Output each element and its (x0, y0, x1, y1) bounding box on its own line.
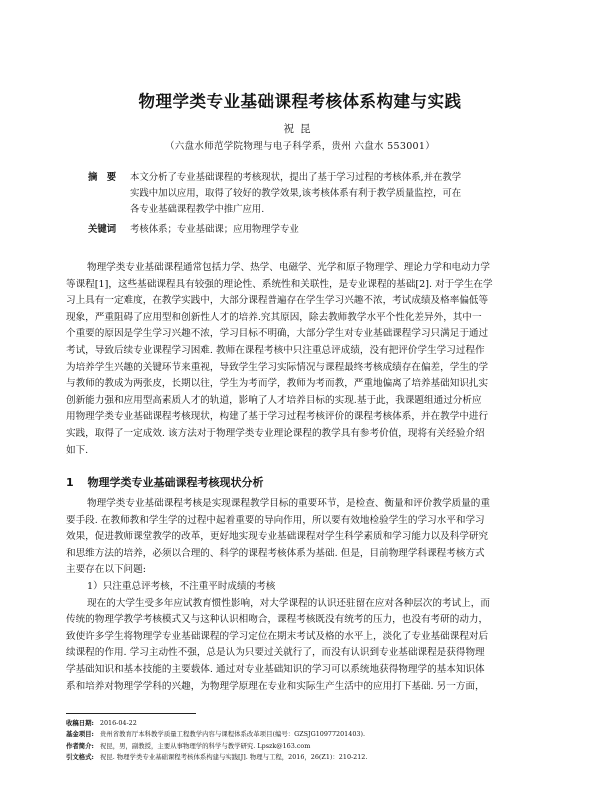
section1-body (66, 496, 546, 695)
text-line: 物理学类专业基础课程考核是实现课程教学目标的重要环节，是检查、衡量和评价教学质量的重 (87, 498, 490, 509)
abstract-line: 各专业基础课程教学中推广应用. (130, 204, 265, 215)
footnote-author-bio (66, 741, 546, 752)
text-line: 效果，促进教师课堂教学的改革，更好地实现专业基础课程对学生科学素质和学习能力以及科学研究 (66, 531, 489, 543)
abstract-label: 摘 要 (88, 172, 117, 183)
text-line: 物理学类专业基础课程通常包括力学、热学、电磁学、光学和原子物理学、理论力学和电动力学 (87, 262, 490, 273)
keywords-label: 关键词 (88, 224, 117, 235)
subheading: 1）只注重总评考核，不注重平时成绩的考核 (87, 580, 276, 592)
footnote-label: 作者简介: (66, 741, 94, 750)
text-line: 和思维方法的培养，必须以合理的、科学的课程考核体系为基础. 但是，目前物理学科课程考核方式 (66, 547, 485, 559)
author-name: 祝昆 (283, 123, 317, 135)
paper-title: 物理学类专业基础课程考核体系构建与实践 (138, 92, 462, 111)
abstract-line: 实践中加以应用，取得了较好的教学效果,该考核体系有利于教学质量监控，可在 (130, 188, 462, 199)
footnote-received (66, 718, 546, 729)
abstract (88, 170, 528, 220)
text-line: 等课程[1]，这些基础课程具有较强的理论性、系统性和关联性，是专业课程的基础[2]. 对于学生在学 (66, 278, 493, 290)
text-line: 为培养学生兴趣的关键环节来重视，导致学生学习实际情况与课程最终考核成绩存在偏差，学生的学 (66, 361, 489, 373)
footnote-label: 基金项目: (66, 730, 94, 739)
text-line: 主要存在以下问题: (66, 564, 146, 576)
footnote-text: 贵州省教育厅本科教学质量工程教学内容与课程体系改革项目(编号：GZSJG10977201403). (99, 730, 365, 739)
section-heading (66, 474, 264, 490)
intro-paragraph (66, 260, 546, 459)
text-line: 续课程的作用. 学习主动性不强，总是认为只要过关就行了，而没有认识到专业基础课程是获得物理 (66, 647, 485, 659)
text-line: 传统的物理学教学考核模式又与这种认识相吻合，课程考核既没有统考的压力，也没有考研的动力， (66, 614, 489, 626)
text-line: 实践，取得了一定成效. 该方法对于物理学类专业理论课程的教学具有参考价值，现将有关经验介绍 (66, 427, 485, 439)
text-line: 学基础知识和基本技能的主要载体. 通过对专业基础知识的学习可以系统地获得物理学的基本知识体 (66, 663, 485, 675)
text-line: 致使许多学生将物理学专业基础课程的学习定位在期末考试及格的水平上，淡化了专业基础课程对后 (66, 630, 489, 642)
footnote-label: 引文格式: (66, 753, 94, 762)
section-number: 1 (66, 476, 74, 489)
text-line: 习上具有一定难度，在教学实践中，大部分课程普遍存在学生学习兴趣不浓，考试成绩及格率偏低等 (66, 295, 489, 307)
text-line: 如下. (66, 444, 89, 456)
text-line: 用物理学类专业基础课程考核现状，构建了基于学习过程考核评价的课程考核体系，并在教学中进行 (66, 411, 489, 423)
footnote-text: 祝昆，男，副教授，主要从事物理学的科学与教学研究. Lpszk@163.com (99, 741, 311, 750)
footnote-label: 收稿日期: (66, 719, 94, 727)
text-line: 个重要的原因是学生学习兴趣不浓，学习目标不明确，大部分学生对专业基础课程学习只满足于通过 (66, 328, 489, 340)
text-line: 创新能力强和应用型高素质人才的轨道，影响了人才培养目标的实现.基于此，我课题组通过分析应 (66, 394, 482, 406)
footnote-funding (66, 729, 546, 740)
text-line: 现在的大学生受多年应试教育惯性影响，对大学课程的认识还驻留在应对各种层次的考试上，而 (87, 597, 490, 609)
keywords-text: 考核体系；专业基础课；应用物理学专业 (130, 224, 299, 235)
text-line: 现象，严重阻碍了应用型和创新性人才的培养.究其原因，除去教师教学水平个性化差异外，其中一 (66, 311, 482, 323)
footnote-citation (66, 752, 546, 763)
author-affiliation: （六盘水师范学院物理与电子科学系，贵州 六盘水 553001） (164, 141, 436, 152)
footnotes (66, 718, 546, 764)
keywords (88, 222, 528, 238)
footnote-divider (66, 713, 196, 714)
text-line: 考试，导致后续专业课程学习困难. 教师在课程考核中只注重总评成绩，没有把评价学生学习过程作 (66, 344, 485, 356)
text-line: 系和培养对物理学学科的兴趣，为物理学原理在专业和实际生产生活中的应用打下基础. 另一方面， (66, 680, 485, 692)
abstract-text (130, 170, 530, 218)
section-title: 物理学类专业基础课程考核现状分析 (87, 476, 264, 489)
footnote-text: 祝昆. 物理学类专业基础课程考核体系构建与实践[J]. 物理与工程，2016，26(Z1)：210-212. (99, 753, 368, 762)
footnote-text: 2016-04-22 (99, 719, 137, 727)
text-line: 要手段. 在教师教和学生学的过程中起着重要的导向作用，所以要有效地检验学生的学习水平和学习 (66, 514, 485, 526)
text-line: 与教师的教成为两张皮，长期以往，学生为考而学，教师为考而教，严重地偏离了培养基础知识扎实 (66, 378, 489, 390)
abstract-line: 本文分析了专业基础课程的考核现状，提出了基于学习过程的考核体系,并在教学 (130, 172, 462, 183)
